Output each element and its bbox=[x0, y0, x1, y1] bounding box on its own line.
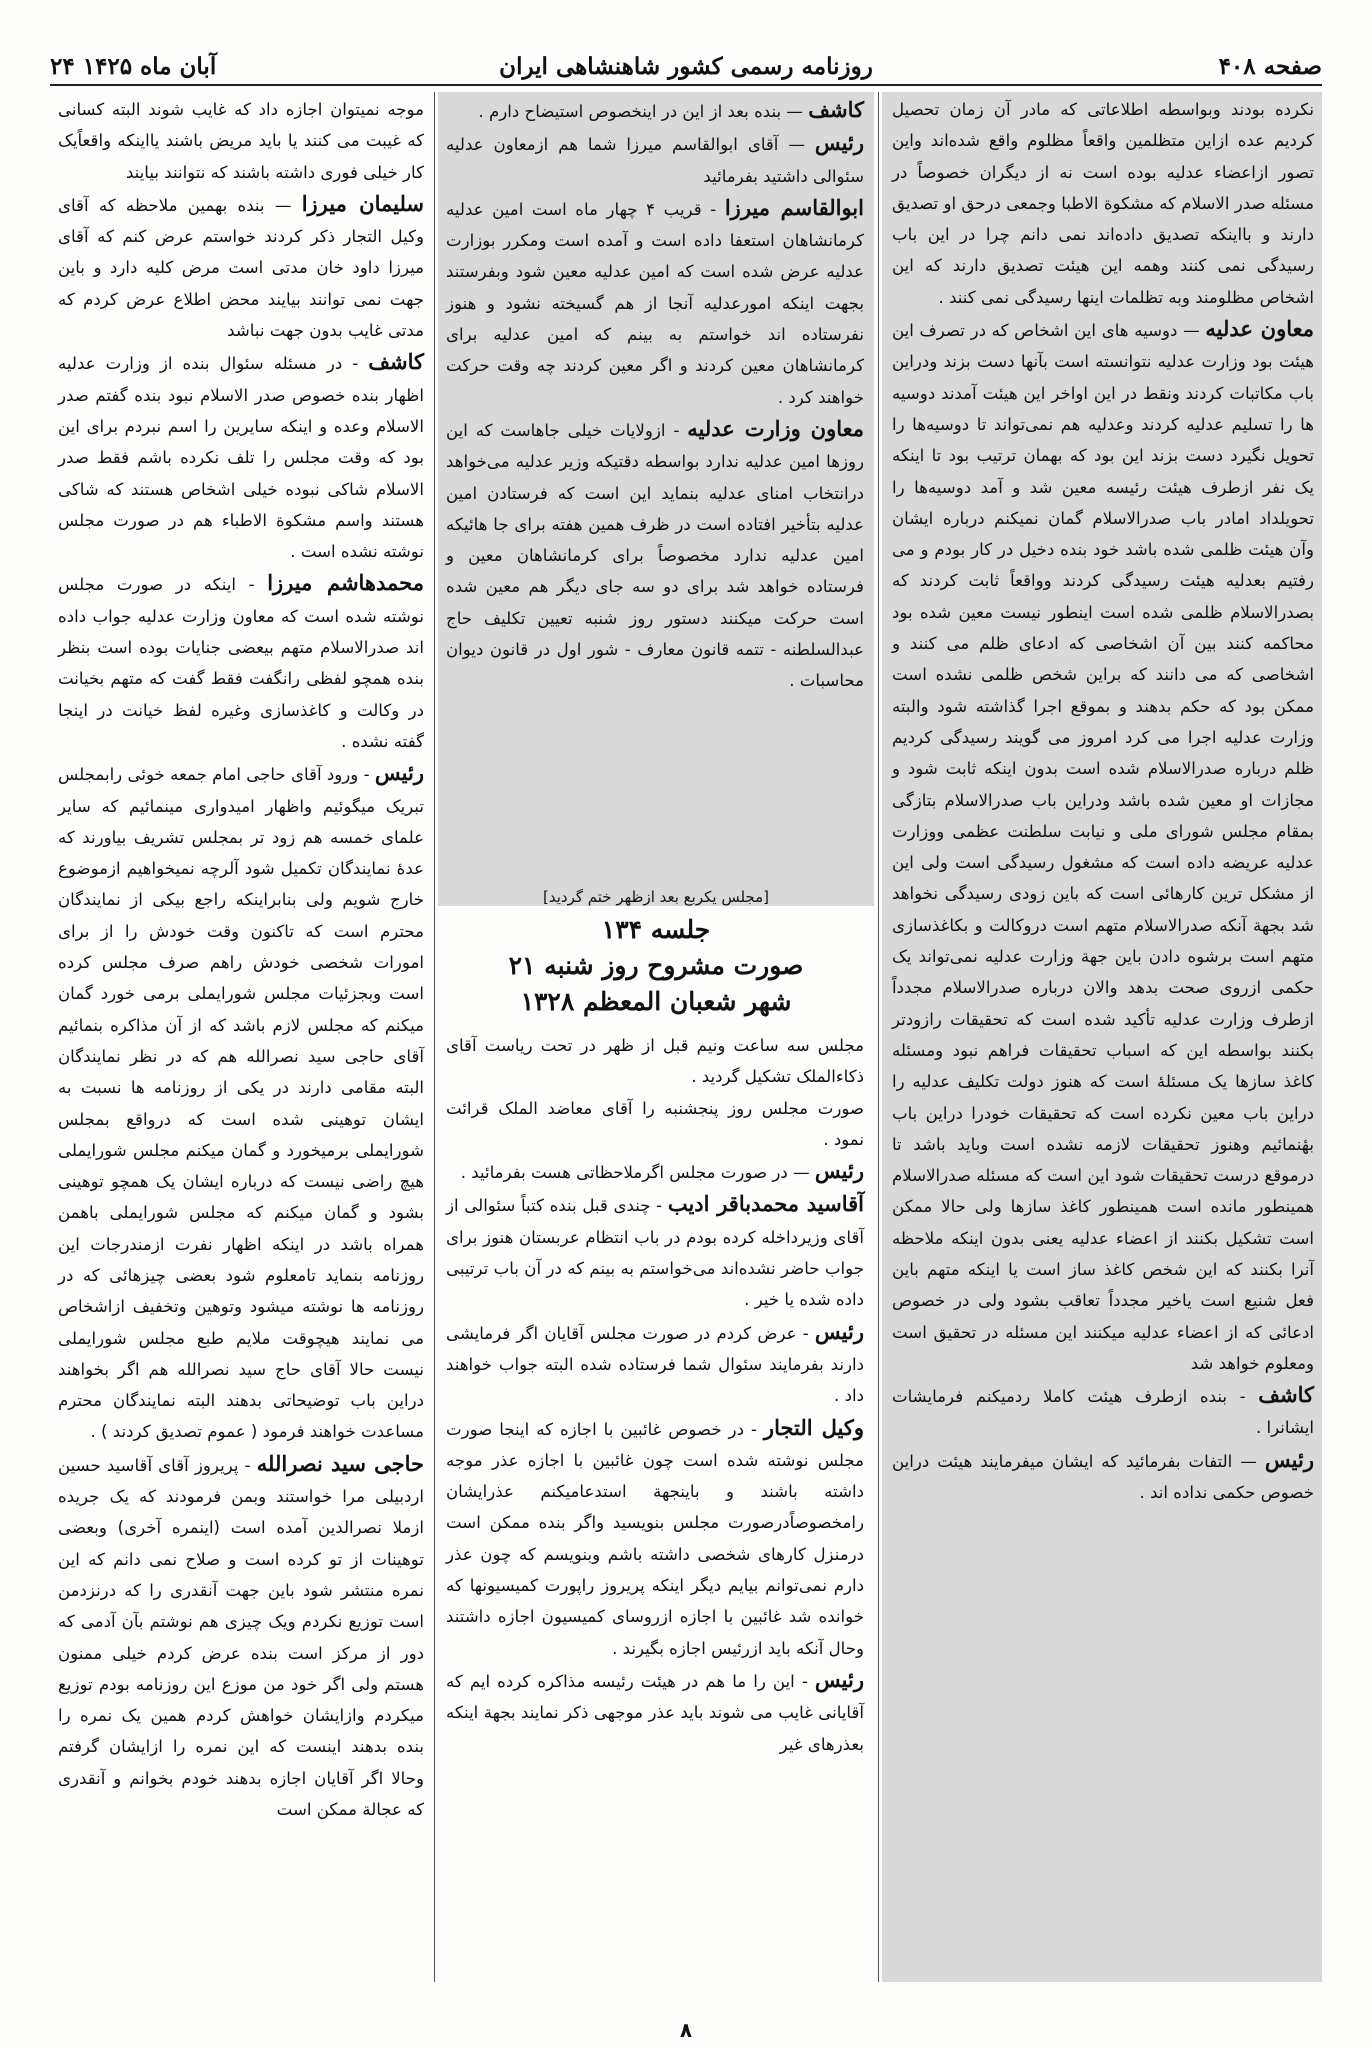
speech-text: - چندی قبل بنده کتباً سئوالی از آقای وزیرداخله کرده بودم در باب انتظام عربستان هنوز برای جواب حاضر نشده‌اند می‌خواستم به بینم که در آن باب ترتیبی داده شده یا خیر . bbox=[446, 1196, 864, 1310]
column-right bbox=[882, 92, 1322, 1982]
speaker-name: رئیس bbox=[1264, 1446, 1314, 1472]
speech-text: — دوسیه های این اشخاص که در تصرف این هیئت بود وزارت عدلیه نتوانسته است بآنها دست بزند ودراین باب مکاتبات کردند ونقط در این اواخر این هیئت آمدند دوسیه ها را تسلیم عدلیه کردند وعدلیه هم نمی‌تواند تا دوسیه‌ها را تحویل نگیرد دست بزند این بود که بهمان ترتیب بود تا اینکه یک نفر ازطرف هیئت رئیسه معین شد و آمد دوسیه‌ها را تحویلداد امادر باب صدرالاسلام گمان نمیکنم درباره ایشان وآن هیئت ظلمی شده باشد خود بنده دخیل در کار بودم و می رفتیم بعدلیه هیئت رسیدگی کردند وواقعاً ثابت کردند که بصدرالاسلام ظلمی شده است اینطور نیست معین شده بود محاکمه کنند بین آن اشخاصی که ادعای ظلم می کنند و اشخاصی که می دانند که براین شخص ظلمی نشده است ممکن بود که حکم بدهند و بموقع اجرا گذاشته شود والبته وزارت عدلیه اجرا می کرد امروز می گویند رسیدگی کردیم ظلم درباره صدرالاسلام شده است بدون اینکه ثابت شود و مجازات او معین شده باشد ودراین باب صدرالاسلام بتازگی بمقام مجلس شورای ملی و نیابت سلطنت عظمی ووزارت عدلیه عریضه داده است که مشغول رسیدگی است ولی این از مشکل ترین کارهائی است که باین زودی رسیدگی نخواهد شد بجهة آنکه صدرالاسلام متهم است دروکالت و بکاغذسازی متهم است برشوه دادن باین جهة وزارت عدلیه نمی‌تواند یک حکمی ازروی صحت بدهد والان درباره صدرالاسلام مجدداً ازطرف وزارت عدلیه تأکید شده است که تحقیقات رازودتر بکنند بواسطه این که اسباب تحقیقات فراهم نبود ومسئله کاغذ سازها یک مسئلهٔ است که هنوز دولت تکلیف عدلیه را دراین باب معین نکرده است که تحقیقات خودرا دراین باب بهٔنمائیم وهنوز تحقیقات لازمه نشده است وباید باشد تا درموقع درست تحقیقات شود این است که مسئله صدرالاسلام همینطور مانده است همینطور کاغذ سازها ولی حالا ممکن است تشکیل بکنند از اعضاء عدلیه یعنی بدون اینکه ملاحظه آنرا بکنند که این شخص کاغذ ساز است یا اینکه متهم باین فعل شنیع است یاخیر مجدداً تعاقب بشود ولی در خصوص ادعائی که از اعضاء عدلیه میکنند این مسئله در تحقیق است ومعلوم خواهد شد bbox=[892, 321, 1314, 1373]
speech bbox=[446, 192, 864, 413]
speech bbox=[892, 1379, 1314, 1444]
paragraph: مجلس سه ساعت ونیم قبل از ظهر در تحت ریاست آقای ذکاءالملک تشکیل گردید . bbox=[446, 1036, 864, 1087]
speech bbox=[446, 94, 864, 127]
speaker-name: معاون عدلیه bbox=[1205, 316, 1314, 342]
session-date-line: شهر شعبان المعظم ۱۳۲۸ bbox=[520, 987, 792, 1016]
speech-text: — بنده بهمین ملاحظه که آقای وکیل التجار ذکر کردند خواستم عرض کنم که آقای میرزا داود خان مدتی است مرض کلیه دارد و باین جهت نمی توانند بیایند محض اطلاع عرض کردم که مدتی غایب بدون جهت نباشد bbox=[58, 195, 424, 341]
speaker-name: رئیس bbox=[814, 1158, 864, 1184]
adjournment-note: [مجلس یکربع بعد ازظهر ختم گردید] bbox=[438, 888, 874, 906]
speech bbox=[446, 1155, 864, 1188]
speech bbox=[58, 757, 424, 1448]
speech bbox=[892, 1444, 1314, 1509]
session-number: جلسه ۱۳۴ bbox=[601, 915, 711, 944]
speech bbox=[58, 567, 424, 757]
speaker-name: آقاسید محمدباقر ادیب bbox=[667, 1191, 864, 1217]
speech-text: - بنده ازطرف هیئت کاملا ردمیکنم فرمایشات ایشانرا . bbox=[892, 1387, 1314, 1438]
paragraph: صورت مجلس روز پنجشنبه را آقای معاضد الملک قرائت نمود . bbox=[446, 1098, 864, 1149]
speaker-name: ابوالقاسم میرزا bbox=[724, 194, 864, 220]
speaker-name: سلیمان میرزا bbox=[301, 190, 425, 216]
speaker-name: محمدهاشم میرزا bbox=[267, 570, 424, 596]
speaker-name: کاشف bbox=[368, 349, 424, 375]
speaker-name: کاشف bbox=[808, 97, 864, 122]
speech bbox=[892, 313, 1314, 1379]
speaker-name: کاشف bbox=[1258, 1382, 1314, 1408]
newspaper-title: روزنامه رسمی کشور شاهنشاهی ایران bbox=[499, 53, 873, 80]
speech bbox=[446, 1316, 864, 1412]
speech bbox=[446, 1412, 864, 1664]
speech bbox=[58, 188, 424, 346]
speaker-name: رئیس bbox=[374, 760, 424, 786]
page-footer-number: ۸ bbox=[679, 2018, 693, 2042]
speech-text: - ازولایات خیلی جاهاست که این روزها امین عدلیه ندارد بواسطه دقتیکه وزیر عدلیه می‌خواهد درانتخاب امنای عدلیه بنماید این است که فرستادن امین عدلیه بتأخیر افتاده است در ظرف همین هفته برای جا هائیکه امین عدلیه ندارد مخصوصاً برای کرمانشاهان معین و فرستاده خواهد شد برای دو سه جای دیگر هم معین شده است حرکت میکنند دستور روز شنبه تعیین تکلیف حاج عبدالسلطنه - تتمه قانون معارف - شور اول در قانون دیوان محاسبات . bbox=[446, 420, 864, 691]
speech-text: - عرض کردم در صورت مجلس آقایان اگر فرمایشی دارند بفرمایند سئوال شما فرستاده شده البته جواب خواهند داد . bbox=[446, 1323, 864, 1406]
speech-text: - پریروز آقای آقاسید حسین اردبیلی مرا خواستند وبمن فرمودند که یک جریده ازملا نصرالدین آمده است (اینمره آخری) وبعضی توهینات از تو کرده است و صلاح نمی دانم که این نمره منتشر شود باین جهت آنقدری را که درنزدمن است توزیع نکردم ویک چیزی هم نوشتم بآن آدمی که دور از مرکز است بنده عرض کردم خیلی ممنون هستم ولی اگر خود من موزع این روزنامه بودم توزیع میکردم وازایشان خواهش کردم همین یک نمره را بنده بدهند اینست که این نمره را ازایشان گرفتم وحالا اگر آقایان اجازه بدهند خودم بخوانم و آنقدری که عجالة ممکن است bbox=[58, 1455, 424, 1820]
column-middle-top bbox=[438, 92, 874, 902]
speaker-name: معاون وزارت عدلیه bbox=[687, 415, 864, 441]
speech-text: - ورود آقای حاجی امام جمعه خوئی رابمجلس تبریک میگوئیم واظهار امیدواری مینمائیم که سایر علمای خمسه هم زود تر بمجلس تشریف بیاورند که عدهٔ نمایندگان تکمیل شود آلرچه نمیخواهیم ازموضوع خارج شویم ولی بنابراینکه راجع بیکی از نمایندگان محترم است که تاکنون وقت خودش را از برای امورات شخصی خودش راهم صرف مجلس کرده است وبجزئیات مجلس شورایملی برمی خورد گمان میکنم که مجلس لازم باشد که از آن مذاکره بنمائیم آقای حاجی سید نصرالله هم که در نظر نمایندگان البته مقامی دارند در یکی از روزنامه ها نسبت به ایشان توهینی شده است که درواقع بمجلس شورایملی برمیخورد و گمان میکنم مجلس شورایملی هیچ راضی نیست که درباره ایشان یک همچو توهینی بشود و گمان میکنم که مجلس شورایملی باهمن همراه باشد در اینکه اظهار نفرت ازمندرجات این روزنامه بنماید تامعلوم شود بعضی چیزهائی که در روزنامه ها نوشته میشود وتوهین وتخفیف ازاشخاص می نمایند هیچوقت ملایم طبع مجلس شورایملی نیست حالا آقای حاج سید نصرالله هم اگر بخواهند دراین باب توضیحاتی بدهند البته نمایندگان محترم مساعدت خواهند فرمود ( عموم تصدیق کردند ) . bbox=[58, 765, 424, 1442]
issue-date: ۲۴ آبان ماه ۱۴۲۵ bbox=[50, 53, 217, 80]
speech-text: — التفات بفرمائید که ایشان میفرمایند هیئت دراین خصوص حکمی نداده اند . bbox=[892, 1451, 1314, 1503]
speaker-name: رئیس bbox=[814, 1318, 864, 1344]
speech bbox=[446, 127, 864, 192]
speech-text: - اینکه در صورت مجلس نوشته شده است که معاون وزارت عدلیه جواب داده اند صدرالاسلام متهم بیعضی جنایات بوده است بنظر بنده همچو لفظی رانگفت فقط گفت که متهم بخیانت در وکالت و کاغذسازی وغیره لفظ خیانت در اینجا گفته نشده . bbox=[58, 575, 424, 751]
speaker-name: وکیل التجار bbox=[763, 1414, 864, 1440]
speech-text: - در خصوص غائبین با اجازه که اینجا صورت مجلس نوشته شده است چون غائبین با اجازه عذر موجه داشته باشند و باینجهة استدعامیکنم عذرایشان رامخصوصاًدرصورت مجلس بنویسید واگر بنده ممکن است درمنزل کارهای شخصی داشته باشم وبنویسم که چون عذر دارم نمی‌توانم بیایم دیگر اینکه پریروز راپورت کمیسیونها که خوانده شد غائبین با اجازه ازروسای کمیسیون اجازه داشتند وحال آنکه باید ازرئیس اجازه بگیرند . bbox=[446, 1419, 864, 1658]
page-header bbox=[50, 50, 1322, 86]
speech bbox=[446, 413, 864, 697]
page-number: صفحه ۴۰۸ bbox=[1218, 53, 1322, 80]
speech-text: - این را ما هم در هیئت رئیسه مذاکره کرده ایم که آقایانی غایب می شوند باید عذر موجهی ذکر نمایند بجهة اینکه بعذرهای غیر bbox=[446, 1671, 864, 1754]
paragraph: نکرده بودند وبواسطه اطلاعاتی که مادر آن زمان تحصیل کردیم عده ازاین متظلمین واقعاً مظلوم واقع شده‌اند واین تصور ازاعضاء عدلیه بوده است نه از دیگران خصوصاً در مسئله صدر الاسلام که مشکوة الاطبا وجمعی درحق او تصدیق دارند و بااینکه تصدیق داده‌اند نمی دانم چرا در این باب رسیدگی نمی کنند وهمه این هیئت تصدیق دارند که این اشخاص مظلومند وبه تظلمات اینها رسیدگی نمی کنند . bbox=[892, 100, 1314, 307]
speaker-name: حاجی سید نصرالله bbox=[256, 1450, 424, 1476]
speaker-name: رئیس bbox=[814, 1666, 864, 1692]
speech-text: — آقای ابوالقاسم میرزا شما هم ازمعاون عدلیه سئوالی داشتید بفرمائید bbox=[446, 135, 864, 186]
column-divider bbox=[878, 92, 879, 1982]
speaker-name: رئیس bbox=[814, 130, 864, 156]
column-divider bbox=[434, 92, 435, 1982]
column-middle-bottom bbox=[438, 1030, 874, 1980]
paragraph: موجه نمیتوان اجازه داد که غایب شوند البته کسانی که غیبت می کنند یا باید مریض باشند یااینکه واقعاًیک کار خیلی فوری داشته باشند که نتوانند بیایند bbox=[58, 100, 424, 182]
speech-text: — در صورت مجلس اگرملاحظاتی هست بفرمائید . bbox=[460, 1163, 810, 1183]
speech bbox=[446, 1664, 864, 1760]
speech-text: — بنده بعد از این در اینخصوص استیضاح دارم . bbox=[478, 102, 803, 121]
speech bbox=[446, 1188, 864, 1315]
column-left bbox=[52, 92, 430, 1982]
speech-text: - در مسئله سئوال بنده از وزارت عدلیه اظهار بنده خصوص صدر الاسلام نبود بنده گفتم صدر الاسلام وعده و اینکه سایرین را اسم نبردم برای این بود که وقت مجلس را تلف نکرده باشم فقط صدر الاسلام شاکی نبوده خیلی اشخاص هستند که شاکی هستند واسم مشکوة الاطباء هم در صورت مجلس نوشته نشده است . bbox=[58, 354, 424, 562]
speech bbox=[58, 1448, 424, 1826]
session-date-line: صورت مشروح روز شنبه ۲۱ bbox=[508, 951, 804, 980]
speech-text: - قریب ۴ چهار ماه است امین عدلیه کرمانشاهان استعفا داده است و آمده است ومکرر بوزارت عدلیه عرض شده است که امین عدلیه معین شود وبفرستند بجهت اینکه امورعدلیه آنجا از هم گسیخته نشود و هنوز نفرستاده اند خواستم به بینم که امین عدلیه برای کرمانشاهان معین کردند و اگر معین کردند چه وقت حرکت خواهند کرد . bbox=[446, 199, 864, 407]
speech bbox=[58, 346, 424, 567]
session-heading bbox=[438, 912, 874, 1020]
